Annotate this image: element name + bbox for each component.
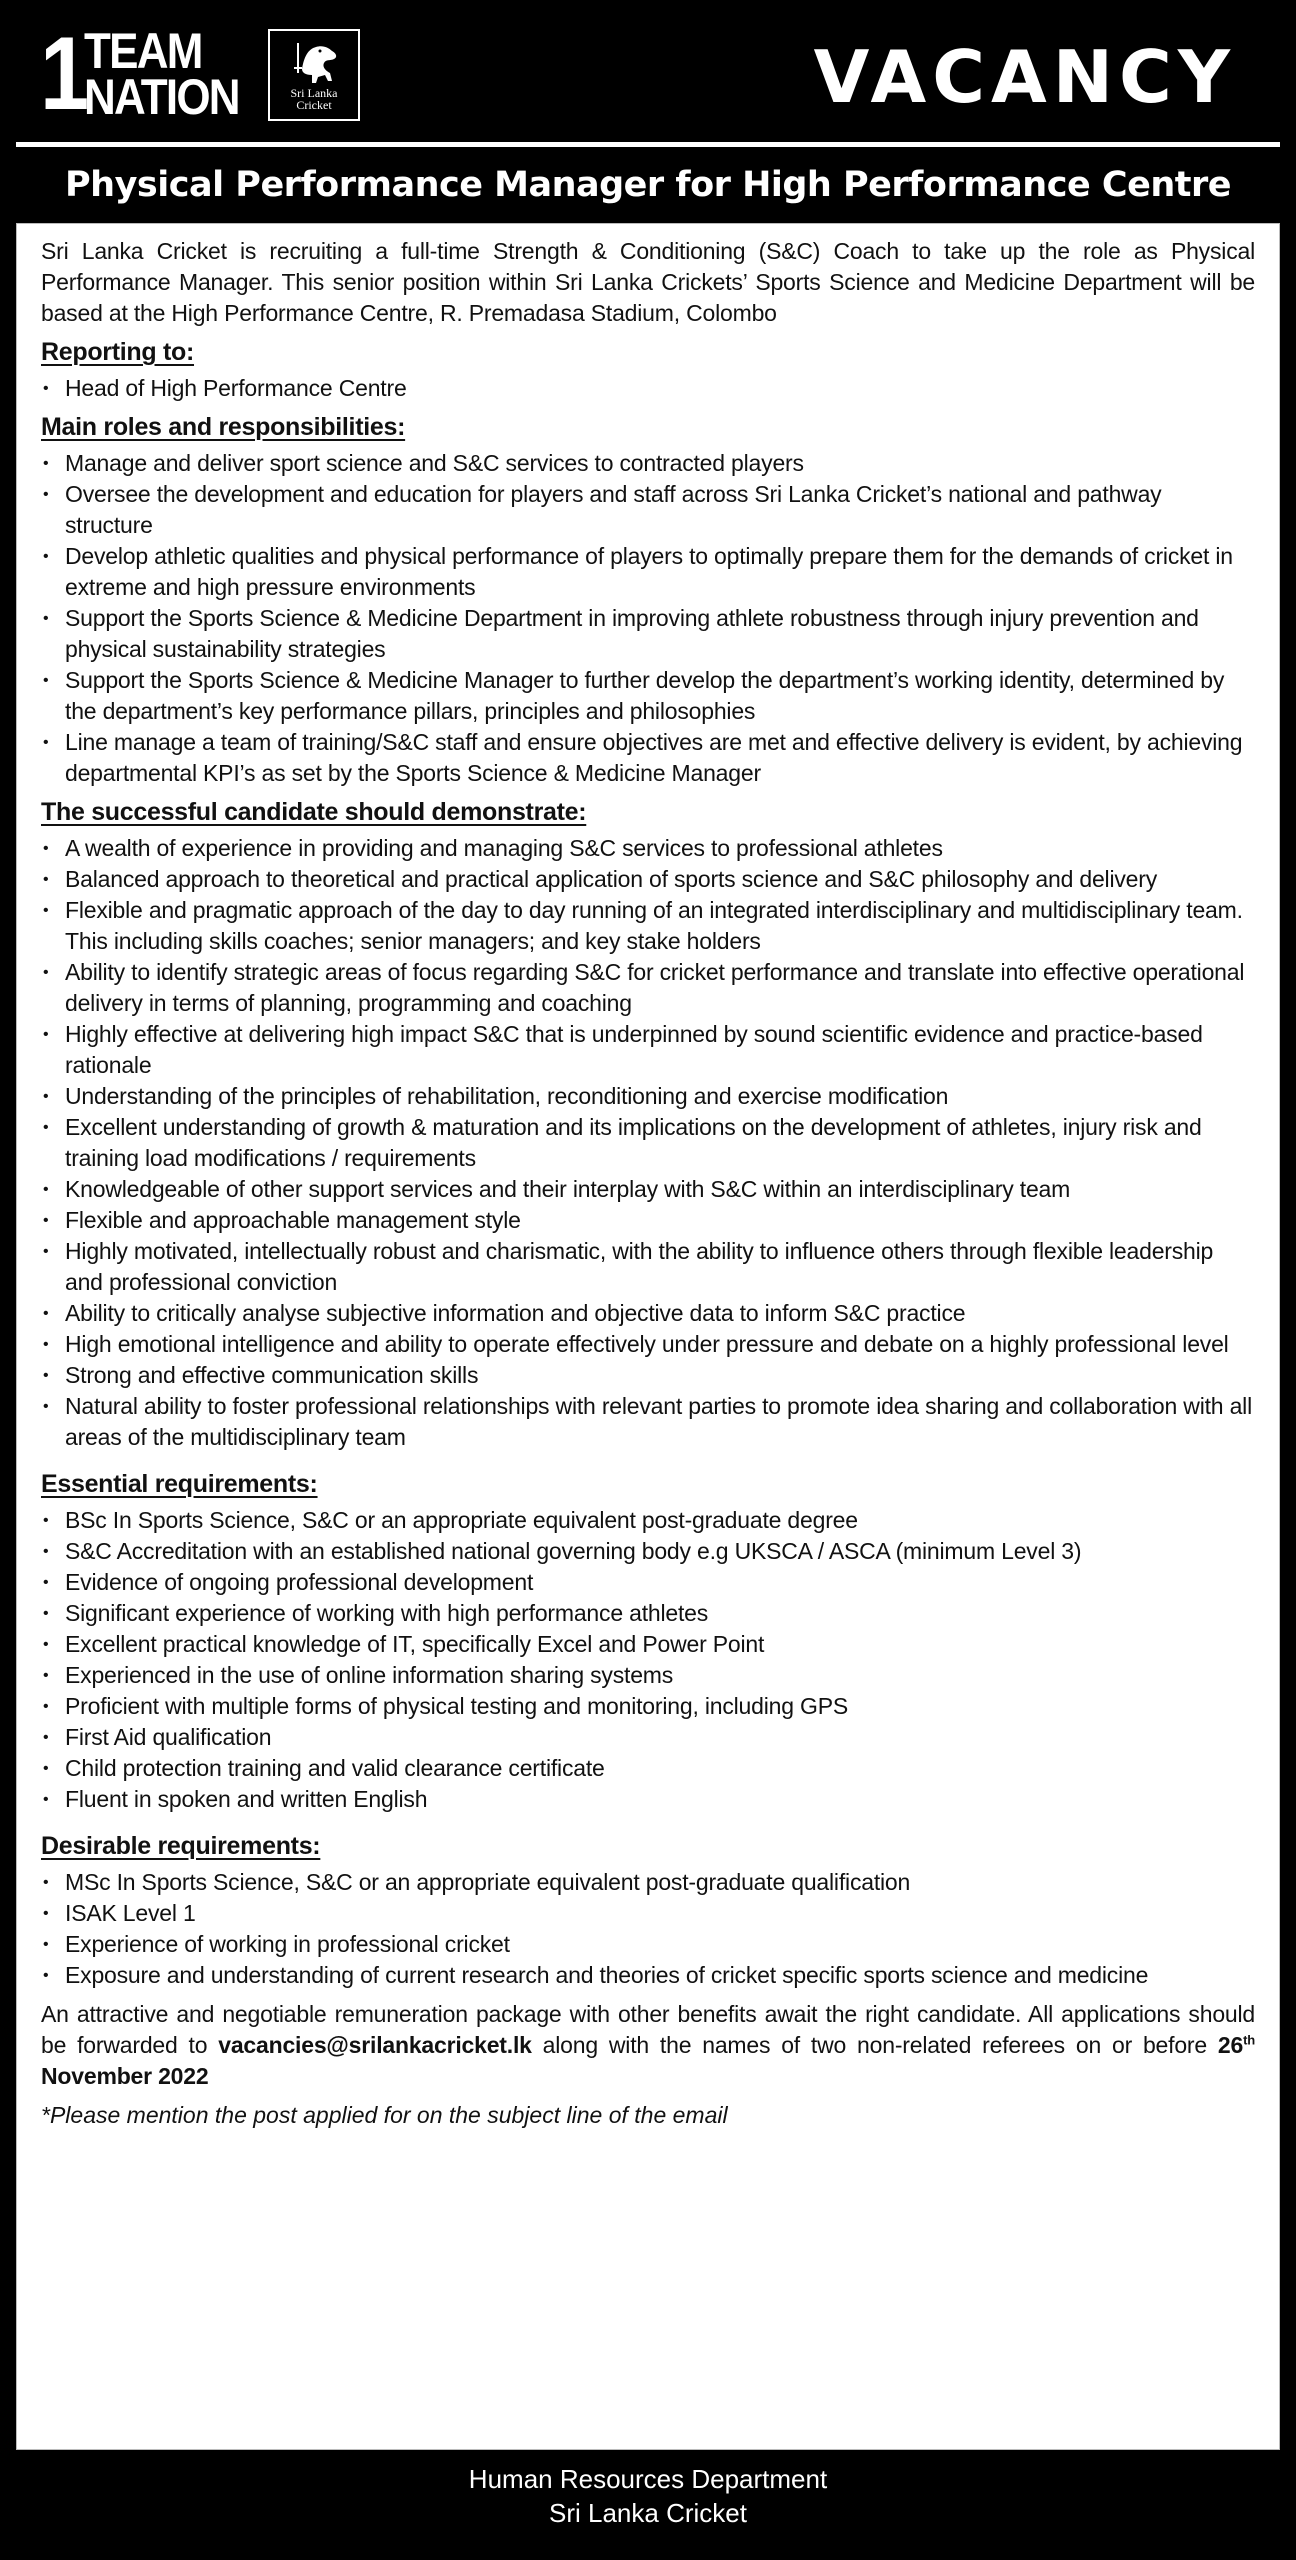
roles-list	[41, 448, 1255, 789]
reporting-heading: Reporting to:	[41, 338, 195, 366]
list-item: • A wealth of experience in providing and managing S&C services to professional athletes	[41, 833, 1255, 864]
list-item: • Proficient with multiple forms of physical testing and monitoring, including GPS	[41, 1691, 1255, 1722]
list-item: • Flexible and pragmatic approach of the day to day running of an integrated interdisciplinary and multidisciplinary team. This including skills coaches; senior managers; and key stake holders	[41, 895, 1255, 957]
list-item: • Fluent in spoken and written English	[41, 1784, 1255, 1815]
header-divider	[16, 142, 1280, 147]
header	[0, 0, 1296, 143]
list-item: • BSc In Sports Science, S&C or an appropriate equivalent post-graduate degree	[41, 1505, 1255, 1536]
footer-organization: Sri Lanka Cricket	[549, 2498, 747, 2528]
closing-text-2: along with the names of two non-related referees on or before	[531, 2032, 1218, 2058]
list-item: • Strong and effective communication skills	[41, 1360, 1255, 1391]
list-item: • Evidence of ongoing professional development	[41, 1567, 1255, 1598]
lion-with-sword-icon	[292, 41, 340, 87]
list-item: • Balanced approach to theoretical and practical application of sports science and S&C philosophy and delivery	[41, 864, 1255, 895]
list-item: • MSc In Sports Science, S&C or an appropriate equivalent post-graduate qualification	[41, 1867, 1255, 1898]
vacancy-heading: VACANCY	[813, 35, 1236, 119]
list-item: • Highly motivated, intellectually robust and charismatic, with the ability to influence others through flexible leadership and professional conviction	[41, 1236, 1255, 1298]
logo-line-nation: NATION	[84, 69, 239, 125]
reporting-list	[41, 373, 1255, 404]
list-item: • Oversee the development and education for players and staff across Sri Lanka Cricket’s national and pathway structure	[41, 479, 1255, 541]
subject-line-note: *Please mention the post applied for on the subject line of the email	[41, 2102, 728, 2128]
list-item: • S&C Accreditation with an established national governing body e.g UKSCA / ASCA (minimum Level 3)	[41, 1536, 1255, 1567]
list-item: • ISAK Level 1	[41, 1898, 1255, 1929]
essential-list	[41, 1505, 1255, 1815]
candidate-heading: The successful candidate should demonstrate:	[41, 798, 587, 826]
list-item: • Knowledgeable of other support services and their interplay with S&C within an interdisciplinary team	[41, 1174, 1255, 1205]
list-item: • Manage and deliver sport science and S&C services to contracted players	[41, 448, 1255, 479]
list-item: • Flexible and approachable management style	[41, 1205, 1255, 1236]
list-item: • Experience of working in professional cricket	[41, 1929, 1255, 1960]
team-nation-logo	[40, 16, 260, 132]
list-item: • Support the Sports Science & Medicine Department in improving athlete robustness through injury prevention and physical sustainability strategies	[41, 603, 1255, 665]
list-item: • Ability to identify strategic areas of focus regarding S&C for cricket performance and translate into effective operational delivery in terms of planning, programming and coaching	[41, 957, 1255, 1019]
list-item: • Natural ability to foster professional relationships with relevant parties to promote idea sharing and collaboration with all areas of the multidisciplinary team	[41, 1391, 1255, 1453]
sri-lanka-cricket-crest	[268, 29, 360, 121]
essential-heading: Essential requirements:	[41, 1470, 318, 1498]
list-item: • Understanding of the principles of rehabilitation, reconditioning and exercise modification	[41, 1081, 1255, 1112]
list-item: • Child protection training and valid clearance certificate	[41, 1753, 1255, 1784]
list-item: • Excellent understanding of growth & maturation and its implications on the development of athletes, injury risk and training load modifications / requirements	[41, 1112, 1255, 1174]
application-email-link[interactable]: vacancies@srilankacricket.lk	[218, 2032, 532, 2058]
intro-paragraph: Sri Lanka Cricket is recruiting a full-time Strength & Conditioning (S&C) Coach to take up the role as Physical Performance Manager. This senior position within Sri Lanka Crickets’ Sports Science and Medicine Department will be based at the High Performance Centre, R. Premadasa Stadium, Colombo	[41, 238, 1255, 326]
list-item: • Significant experience of working with high performance athletes	[41, 1598, 1255, 1629]
crest-line-2: Cricket	[296, 98, 332, 112]
footer	[0, 2462, 1296, 2530]
list-item: • Head of High Performance Centre	[41, 373, 1255, 404]
roles-heading: Main roles and responsibilities:	[41, 413, 406, 441]
list-item: • Develop athletic qualities and physical performance of players to optimally prepare them for the demands of cricket in extreme and high pressure environments	[41, 541, 1255, 603]
list-item: • Support the Sports Science & Medicine Manager to further develop the department’s working identity, determined by the department’s key performance pillars, principles and philosophies	[41, 665, 1255, 727]
logo-line-team: TEAM	[84, 23, 202, 79]
logo-numeral: 1	[40, 16, 85, 132]
list-item: • Ability to critically analyse subjective information and objective data to inform S&C practice	[41, 1298, 1255, 1329]
crest-line-1: Sri Lanka	[290, 86, 338, 100]
list-item: • High emotional intelligence and ability to operate effectively under pressure and debate on a highly professional level	[41, 1329, 1255, 1360]
desirable-heading: Desirable requirements:	[41, 1832, 321, 1860]
closing-paragraph	[41, 1999, 1255, 2092]
vacancy-body	[16, 223, 1280, 2450]
closing-text-1: An attractive and negotiable remuneration package with other benefits await the right candidate. All applications should be forwarded to	[41, 2001, 1255, 2058]
list-item: • Experienced in the use of online information sharing systems	[41, 1660, 1255, 1691]
list-item: • Highly effective at delivering high impact S&C that is underpinned by sound scientific evidence and practice-based rationale	[41, 1019, 1255, 1081]
candidate-list	[41, 833, 1255, 1453]
desirable-list	[41, 1867, 1255, 1991]
list-item: • First Aid qualification	[41, 1722, 1255, 1753]
list-item: • Line manage a team of training/S&C staff and ensure objectives are met and effective delivery is evident, by achieving departmental KPI’s as set by the Sports Science & Medicine Manager	[41, 727, 1255, 789]
job-title: Physical Performance Manager for High Performance Centre	[65, 165, 1231, 205]
footer-department: Human Resources Department	[468, 2464, 828, 2494]
list-item: • Excellent practical knowledge of IT, specifically Excel and Power Point	[41, 1629, 1255, 1660]
list-item: • Exposure and understanding of current research and theories of cricket specific sports science and medicine	[41, 1960, 1255, 1991]
deadline-date: 26th November 2022	[41, 2032, 1255, 2089]
